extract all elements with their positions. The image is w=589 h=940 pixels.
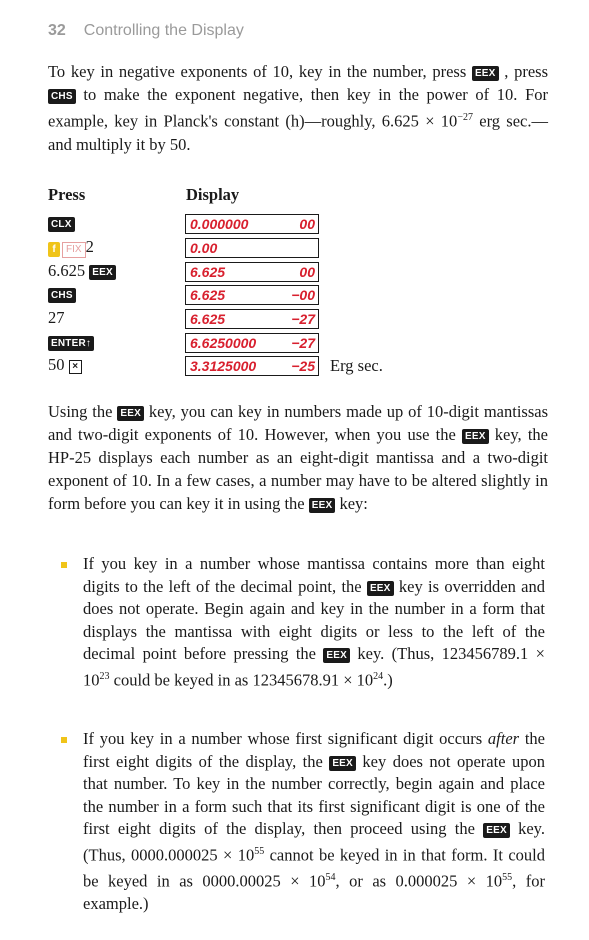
display-row: 0.00 [185, 238, 319, 258]
bullet-mantissa-limit: If you key in a number whose mantissa contains more than eight digits to the left of the decimal point, the EEX key is overridden and does not operate. Begin again and key in the number in a form that displays the mantissa with eight digits or less to the left of the decimal point before pressing the EEX key. (Thus, $123456789.1 \times 10^{23}$ could be keyed in as $12345678.91 \times 10^{24}$.) [83, 554, 545, 689]
eex-key: EEX [329, 756, 356, 771]
press-row: f FIX 2 [48, 238, 94, 258]
press-header: Press [48, 185, 86, 204]
bullet-significant-digit: If you key in a number whose first significant digit occurs after the first eight digits of the display, the EEX key does not operate upon that number. To key in the number correctly, begin again and place the number in a form such that its first significant digit is one of the first eight digits of the display, then proceed using the EEX key. (Thus, $0000.000025 \times 10^{55}$ cannot be keyed in in that form. It could be keyed in as $0000.00025 \times 10^{54}$, or as $0.000025 \times 10^{55}$, for example.) [83, 729, 546, 913]
display-row: 6.6250000 −27 [185, 333, 319, 353]
page-title: Controlling the Display [83, 22, 244, 39]
bullet-marker [61, 562, 67, 568]
press-row: 27 [48, 308, 65, 327]
eex-key: EEX [309, 498, 336, 513]
fix-key: FIX [62, 242, 86, 258]
display-row: 6.625 00 [185, 262, 319, 282]
eex-key: EEX [462, 429, 489, 444]
f-key: f [48, 242, 60, 257]
display-row: 6.625 −27 [185, 309, 319, 329]
eex-key: EEX [323, 648, 350, 663]
press-row: 6.625 EEX [48, 262, 116, 280]
result-unit-note: Erg sec. [330, 356, 383, 375]
eex-key: EEX [367, 581, 394, 596]
bullet-marker [61, 737, 67, 743]
display-row: 3.3125000 −25 [185, 356, 319, 376]
press-row [48, 285, 76, 303]
clx-key: CLX [48, 217, 75, 232]
chs-key: CHS [48, 89, 76, 104]
eex-usage-paragraph: Using the EEX key, you can key in numbers made up of 10-digit mantissas and two-digit exponents of 10. However, when you use the EEX key, the HP-25 displays each number as an eight-digit mantissa and a two-digit exponent of 10. In a few cases, a number may have to be altered slightly in form before you can key it in using the EEX key: [48, 402, 548, 513]
eex-key: EEX [89, 265, 116, 280]
eex-key: EEX [483, 823, 510, 838]
display-header: Display [186, 185, 240, 204]
page-header [48, 22, 244, 40]
press-row [48, 333, 94, 351]
eex-key: EEX [472, 66, 499, 81]
intro-paragraph: To key in negative exponents of 10, key in the number, press EEX , press CHS to make the exponent negative, then key in the power of 10. For example, key in Planck's constant (h)—roughly, $6.625 \times 10^{-27}$ erg sec.—and multiply it by 50. [48, 62, 548, 154]
enter-key: ENTER↑ [48, 336, 94, 351]
press-row: 50 × [48, 356, 82, 374]
page-number: 32 [48, 22, 66, 39]
press-row [48, 214, 75, 232]
eex-key: EEX [117, 406, 144, 421]
display-row: 6.625 −00 [185, 285, 319, 305]
times-key: × [69, 360, 82, 374]
display-row: 0.000000 00 [185, 214, 319, 234]
chs-key: CHS [48, 288, 76, 303]
